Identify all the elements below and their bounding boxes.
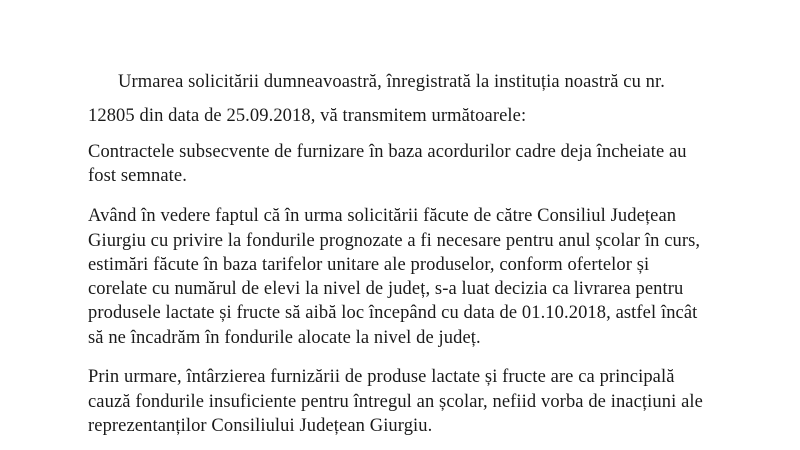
- paragraph-3-line-1: Având în vedere faptul că în urma solicitării făcute de către Consiliul Județean: [88, 206, 677, 226]
- paragraph-3-line-3: estimări făcute în baza tarifelor unitare ale produselor, conform ofertelor și: [88, 255, 650, 275]
- paragraph-2-line-1: Contractele subsecvente de furnizare în baza acordurilor cadre deja încheiate au: [88, 142, 687, 162]
- paragraph-3-line-2: Giurgiu cu privire la fondurile prognozate a fi necesare pentru anul școlar în curs,: [88, 231, 701, 251]
- paragraph-4-line-1: Prin urmare, întârzierea furnizării de produse lactate și fructe are ca principală: [88, 367, 675, 387]
- paragraph-3-line-4: corelate cu numărul de elevi la nivel de județ, s-a luat decizia ca livrarea pentru: [88, 279, 684, 299]
- paragraph-3-line-5: produsele lactate și fructe să aibă loc începând cu data de 01.10.2018, astfel încât: [88, 303, 698, 323]
- paragraph-1-line-1: Urmarea solicitării dumneavoastră, înregistrată la instituția noastră cu nr.: [118, 72, 665, 92]
- paragraph-3-line-6: să ne încadrăm în fondurile alocate la nivel de județ.: [88, 328, 481, 348]
- paragraph-4-line-3: reprezentanților Consiliului Județean Giurgiu.: [88, 416, 433, 436]
- paragraph-2-line-2: fost semnate.: [88, 166, 187, 186]
- paragraph-4-line-2: cauză fondurile insuficiente pentru întregul an școlar, nefiid vorba de inacțiuni ale: [88, 392, 703, 412]
- paragraph-1-line-2: 12805 din data de 25.09.2018, vă transmitem următoarele:: [88, 106, 527, 126]
